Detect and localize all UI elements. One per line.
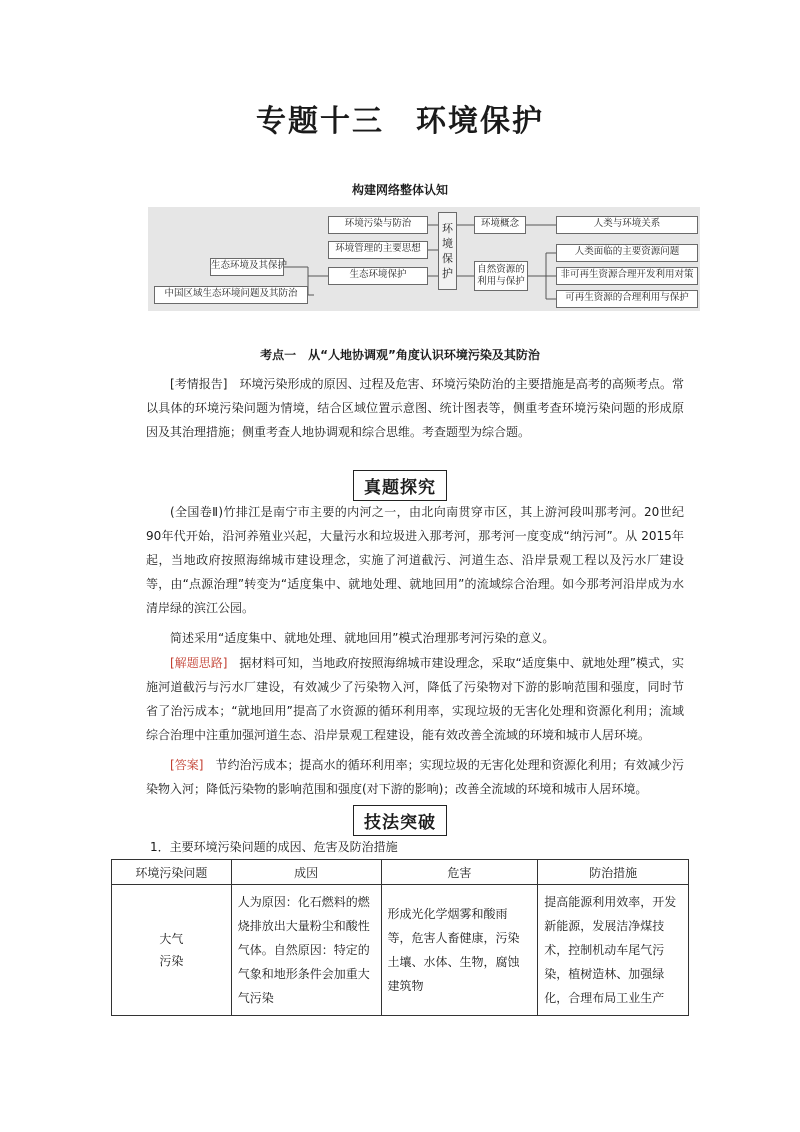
analysis-paragraph — [146, 651, 684, 747]
node-environment-concept: 环境概念 — [474, 216, 526, 234]
table-cell-cause: 人为原因：化石燃料的燃烧排放出大量粉尘和酸性气体。自然原因：特定的气象和地形条件会加重大气污染 — [231, 885, 381, 1016]
center-char: 境 — [442, 237, 453, 250]
answer-text: 节约治污成本；提高水的循环利用率；实现垃圾的无害化处理和资源化利用；有效减少污染物入河；降低污染物的影响范围和强度(对下游的影响)；改善全流域的环境和城市人居环境。 — [146, 758, 684, 796]
mind-map-diagram — [148, 207, 700, 311]
node-natural-resources-line: 自然资源的 — [477, 264, 525, 275]
table-row — [112, 885, 689, 1016]
techniques-heading: 技法突破 — [353, 805, 447, 836]
node-renewable-resources: 可再生资源的合理利用与保护 — [556, 290, 698, 308]
node-management-ideas: 环境管理的主要思想 — [328, 241, 428, 259]
techniques-heading-box — [0, 805, 800, 836]
table-cell-measures: 提高能源利用效率，开发新能源，发展洁净煤技术，控制机动车尾气污染，植树造林、加强绿化，合理布局工业生产 — [538, 885, 689, 1016]
answer-tag: [答案] — [170, 758, 204, 772]
node-nonrenewable-resources: 非可再生资源合理开发利用对策 — [556, 267, 698, 285]
exam-heading: 真题探究 — [353, 470, 447, 501]
node-natural-resources — [474, 261, 528, 291]
node-eco-protection: 生态环境保护 — [328, 267, 428, 285]
node-china-regional-issues: 中国区域生态环境问题及其防治 — [154, 286, 308, 304]
analysis-tag: [解题思路] — [170, 656, 228, 670]
node-natural-resources-line: 利用与保护 — [477, 276, 525, 287]
answer-paragraph — [146, 753, 684, 801]
table-header: 防治措施 — [538, 860, 689, 885]
exam-passage: (全国卷Ⅱ)竹排江是南宁市主要的内河之一，由北向南贯穿市区，其上游河段叫那考河。20世纪 90年代开始，沿河养殖业兴起，大量污水和垃圾进入那考河，那考河一度变成“纳污河”。从 2015年起，当地政府按照海绵城市建设理念，实施了河道截污、河道生态、沿岸景观工程以及污水厂建设等，由“点源治理”转变为“适度集中、就地处理、就地回用”的流域综合治理。如今那考河沿岸成为水清岸绿的滨江公园。 — [146, 505, 684, 615]
node-pollution-control: 环境污染与防治 — [328, 216, 428, 234]
node-center-environment-protection — [438, 212, 457, 290]
table-header: 成因 — [231, 860, 381, 885]
exam-question: 简述采用“适度集中、就地处理、就地回用”模式治理那考河污染的意义。 — [170, 631, 555, 645]
problem-line: 大气 — [159, 932, 184, 946]
problem-line: 污染 — [159, 954, 184, 968]
table-header-row — [112, 860, 689, 885]
pollution-table — [111, 859, 689, 1016]
table-cell-problem — [112, 885, 232, 1016]
center-char: 保 — [442, 252, 453, 265]
table-cell-harm: 形成光化学烟雾和酸雨等，危害人畜健康，污染土壤、水体、生物，腐蚀建筑物 — [381, 885, 538, 1016]
page-title: 专题十三 环境保护 — [256, 104, 544, 139]
node-human-environment: 人类与环境关系 — [556, 216, 698, 234]
node-eco-environment: 生态环境及其保护 — [210, 258, 284, 276]
item-label: 1．主要环境污染问题的成因、危害及防治措施 — [150, 840, 398, 854]
analysis-text: 据材料可知，当地政府按照海绵城市建设理念，采取“适度集中、就地处理”模式，实施河道截污与污水厂建设，有效减少了污染物入河，降低了污染物对下游的影响范围和强度，同时节省了治污成本；“就地回用”提高了水资源的循环利用率，实现垃圾的无害化处理和资源化利用；流域综合治理中注重加强河道生态、沿岸景观工程建设，能有效改善全流域的环境和城市人居环境。 — [146, 656, 684, 742]
table-header: 环境污染问题 — [112, 860, 232, 885]
table-header: 危害 — [381, 860, 538, 885]
exam-heading-box — [0, 470, 800, 501]
center-char: 护 — [442, 267, 453, 280]
center-char: 环 — [442, 222, 453, 235]
diagram-heading: 构建网络整体认知 — [351, 183, 448, 197]
exam-report: [考情报告] 环境污染形成的原因、过程及危害、环境污染防治的主要措施是高考的高频考点。常以具体的环境污染问题为情境，结合区域位置示意图、统计图表等，侧重考查环境污染问题的形成原因及其治理措施；侧重考查人地协调观和综合思维。考查题型为综合题。 — [146, 377, 684, 439]
node-resource-problems: 人类面临的主要资源问题 — [556, 244, 698, 262]
section-heading: 考点一 从“人地协调观”角度认识环境污染及其防治 — [260, 348, 540, 362]
